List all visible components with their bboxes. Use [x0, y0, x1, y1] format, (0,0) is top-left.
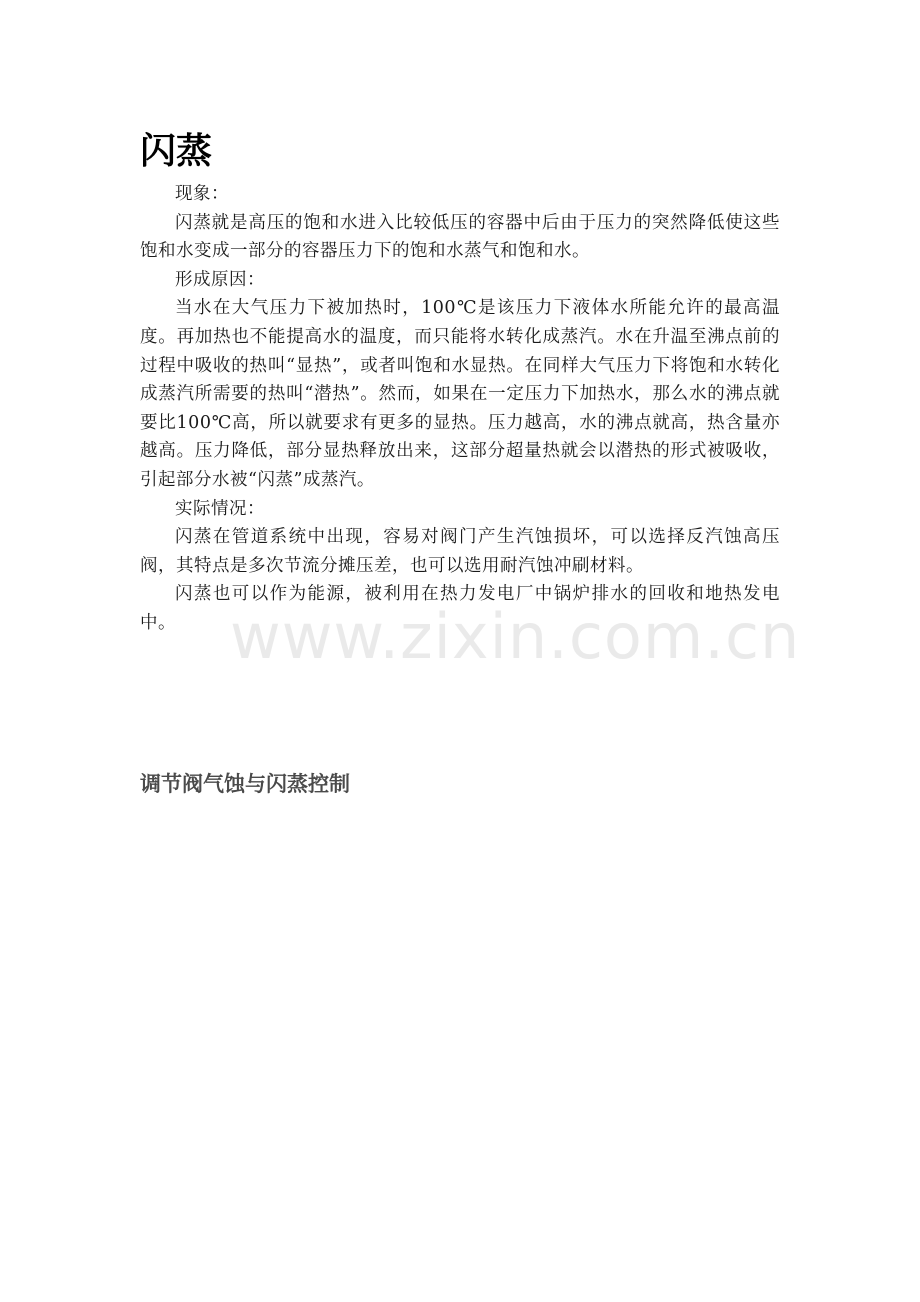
- section-label-cause: 形成原因：: [175, 269, 265, 290]
- section-text-practice: 闪蒸在管道系统中出现，容易对阀门产生汽蚀损坏，可以选择反汽蚀高压阀，其特点是多次节流分摊压差，也可以选用耐汽蚀冲刷材料。: [140, 527, 780, 576]
- site-watermark: www.zixin.com.cn: [230, 600, 801, 673]
- section-text-cause: 当水在大气压力下被加热时，100℃是该压力下液体水所能允许的最高温度。再加热也不能提高水的温度，而只能将水转化成蒸汽。水在升温至沸点前的过程中吸收的热叫“显热”，或者叫饱和水显热。在同样大气压力下将饱和水转化成蒸汽所需要的热叫“潜热”。然而，如果在一定压力下加热水，那么水的沸点就要比100℃高，所以就要求有更多的显热。压力越高，水的沸点就高，热含量亦越高。压力降低，部分显热释放出来，这部分超量热就会以潜热的形式被吸收，引起部分水被“闪蒸”成蒸汽。: [140, 298, 780, 490]
- section-label-phenomenon: 现象：: [175, 184, 229, 204]
- section-label-practice: 实际情况：: [175, 498, 265, 519]
- closing-paragraph: 闪蒸也可以作为能源，被利用在热力发电厂中锅炉排水的回收和地热发电中。: [140, 584, 780, 633]
- document-body: [140, 128, 780, 638]
- section-text-phenomenon: 闪蒸就是高压的饱和水进入比较低压的容器中后由于压力的突然降低使这些饱和水变成一部分的容器压力下的饱和水蒸气和饱和水。: [140, 212, 780, 262]
- section-heading-valve-cavitation: 调节阀气蚀与闪蒸控制: [140, 772, 350, 796]
- document-title: 闪蒸: [140, 131, 213, 172]
